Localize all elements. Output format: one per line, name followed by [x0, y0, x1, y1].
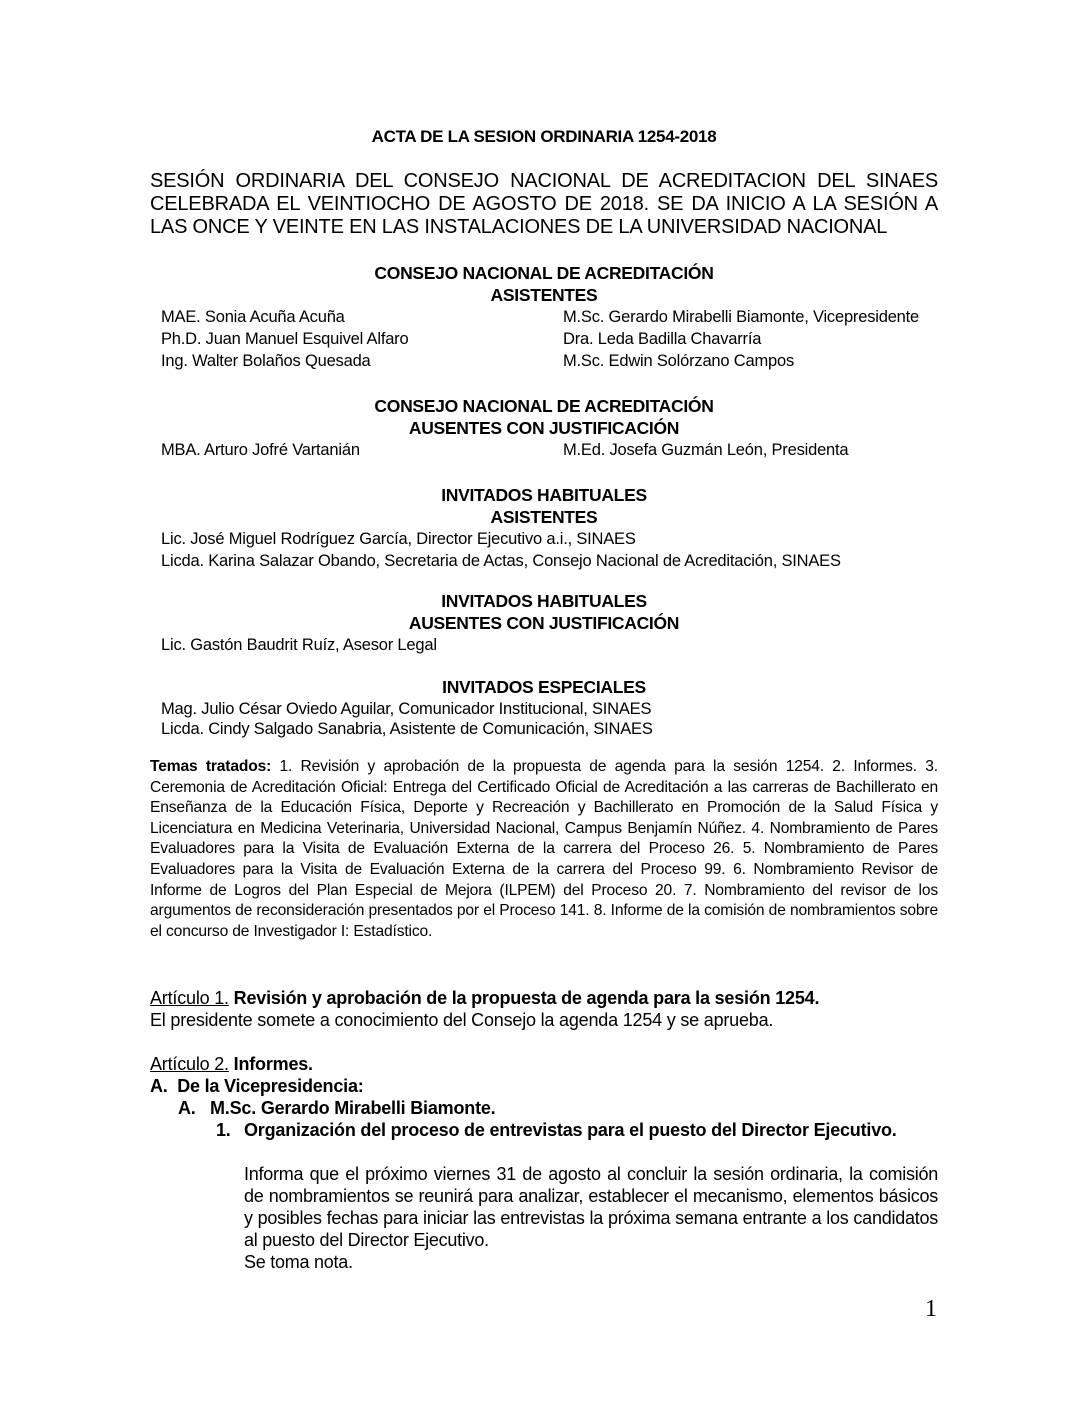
- article-1-body: El presidente somete a conocimiento del Consejo la agenda 1254 y se aprueba.: [150, 1010, 774, 1030]
- item-body-text: Informa que el próximo viernes 31 de agosto al concluir la sesión ordinaria, la comisión de nombramientos se reunirá para analizar, establecer el mecanismo, elementos básicos y posibles fechas para iniciar las entrevistas la próxima semana entrante a los candidatos al puesto del Director Ejecutivo.: [244, 1164, 938, 1250]
- section-subheading-ausentes: AUSENTES CON JUSTIFICACIÓN: [408, 613, 680, 633]
- guest: Lic. Gastón Baudrit Ruíz, Asesor Legal: [161, 636, 437, 654]
- attendee: MAE. Sonia Acuña Acuña: [161, 308, 345, 326]
- article-1-label: Artículo 1.: [150, 988, 229, 1008]
- absentee: M.Ed. Josefa Guzmán León, Presidenta: [563, 441, 849, 459]
- attendee: Ing. Walter Bolaños Quesada: [161, 352, 371, 370]
- attendee: M.Sc. Edwin Solórzano Campos: [563, 352, 794, 370]
- topics-paragraph: [150, 757, 938, 942]
- guest: Lic. José Miguel Rodríguez García, Director Ejecutivo a.i., SINAES: [161, 530, 636, 548]
- section-heading-invitados-habituales: INVITADOS HABITUALES: [441, 591, 647, 611]
- section-subheading-asistentes: ASISTENTES: [490, 507, 598, 527]
- article-2-label: Artículo 2.: [150, 1054, 229, 1074]
- guest: Licda. Karina Salazar Obando, Secretaria de Actas, Consejo Nacional de Acreditación, SINAES: [161, 552, 841, 570]
- section-heading-invitados-habituales: INVITADOS HABITUALES: [441, 485, 647, 505]
- section-heading-consejo: CONSEJO NACIONAL DE ACREDITACIÓN: [374, 396, 714, 416]
- article-2-heading: [150, 1053, 313, 1075]
- section-heading-consejo: CONSEJO NACIONAL DE ACREDITACIÓN: [374, 263, 714, 283]
- special-guest: Mag. Julio César Oviedo Aguilar, Comunicador Institucional, SINAES: [161, 700, 652, 718]
- article-1-heading: [150, 987, 819, 1009]
- article-1-title: Revisión y aprobación de la propuesta de agenda para la sesión 1254.: [228, 988, 820, 1008]
- article-2-title: Informes.: [228, 1054, 313, 1074]
- special-guest: Licda. Cindy Salgado Sanabria, Asistente de Comunicación, SINAES: [161, 720, 653, 738]
- attendee: Dra. Leda Badilla Chavarría: [563, 330, 762, 348]
- report-item-heading: [216, 1119, 938, 1141]
- report-item-body: [244, 1163, 938, 1273]
- page-number: 1: [925, 1296, 937, 1322]
- subsection-vicepresidencia: A. De la Vicepresidencia:: [150, 1076, 364, 1096]
- item-note: Se toma nota.: [244, 1252, 353, 1272]
- session-intro: SESIÓN ORDINARIA DEL CONSEJO NACIONAL DE ACREDITACION DEL SINAES CELEBRADA EL VEINTIOCHO DE AGOSTO DE 2018. SE DA INICIO A LA SESIÓN A LAS ONCE Y VEINTE EN LAS INSTALACIONES DE LA UNIVERSIDAD NACIONAL: [150, 170, 938, 238]
- item-number: 1.: [216, 1120, 231, 1140]
- section-subheading-ausentes: AUSENTES CON JUSTIFICACIÓN: [408, 418, 680, 438]
- absentee: MBA. Arturo Jofré Vartanián: [161, 441, 360, 459]
- item-title: Organización del proceso de entrevistas para el puesto del Director Ejecutivo.: [244, 1120, 897, 1140]
- topics-text: 1. Revisión y aprobación de la propuesta de agenda para la sesión 1254. 2. Informes. 3. Ceremonia de Acreditación Oficial: Entrega del Certificado Oficial de Acreditación a las carreras de Bachillerato en Enseñanza de la Educación Física, Deporte y Recreación y Bachillerato en Promoción de la Salud Física y Licenciatura en Medicina Veterinaria, Universidad Nacional, Campus Benjamín Núñez. 4. Nombramiento de Pares Evaluadores para la Visita de Evaluación Externa de la carrera del Proceso 26. 5. Nombramiento de Pares Evaluadores para la Visita de Evaluación Externa de la carrera del Proceso 99. 6. Nombramiento Revisor de Informe de Logros del Plan Especial de Mejora (ILPEM) del Proceso 20. 7. Nombramiento del revisor de los argumentos de reconsideración presentados por el Proceso 141. 8. Informe de la comisión de nombramientos sobre el concurso de Investigador I: Estadístico.: [150, 758, 938, 940]
- attendee: Ph.D. Juan Manuel Esquivel Alfaro: [161, 330, 409, 348]
- section-heading-invitados-especiales: INVITADOS ESPECIALES: [442, 677, 646, 697]
- document-title: ACTA DE LA SESION ORDINARIA 1254-2018: [371, 127, 717, 146]
- attendee: M.Sc. Gerardo Mirabelli Biamonte, Vicepresidente: [563, 308, 920, 326]
- subsection-mirabelli: A. M.Sc. Gerardo Mirabelli Biamonte.: [178, 1098, 496, 1118]
- section-subheading-asistentes: ASISTENTES: [490, 285, 598, 305]
- topics-label: Temas tratados:: [150, 758, 272, 775]
